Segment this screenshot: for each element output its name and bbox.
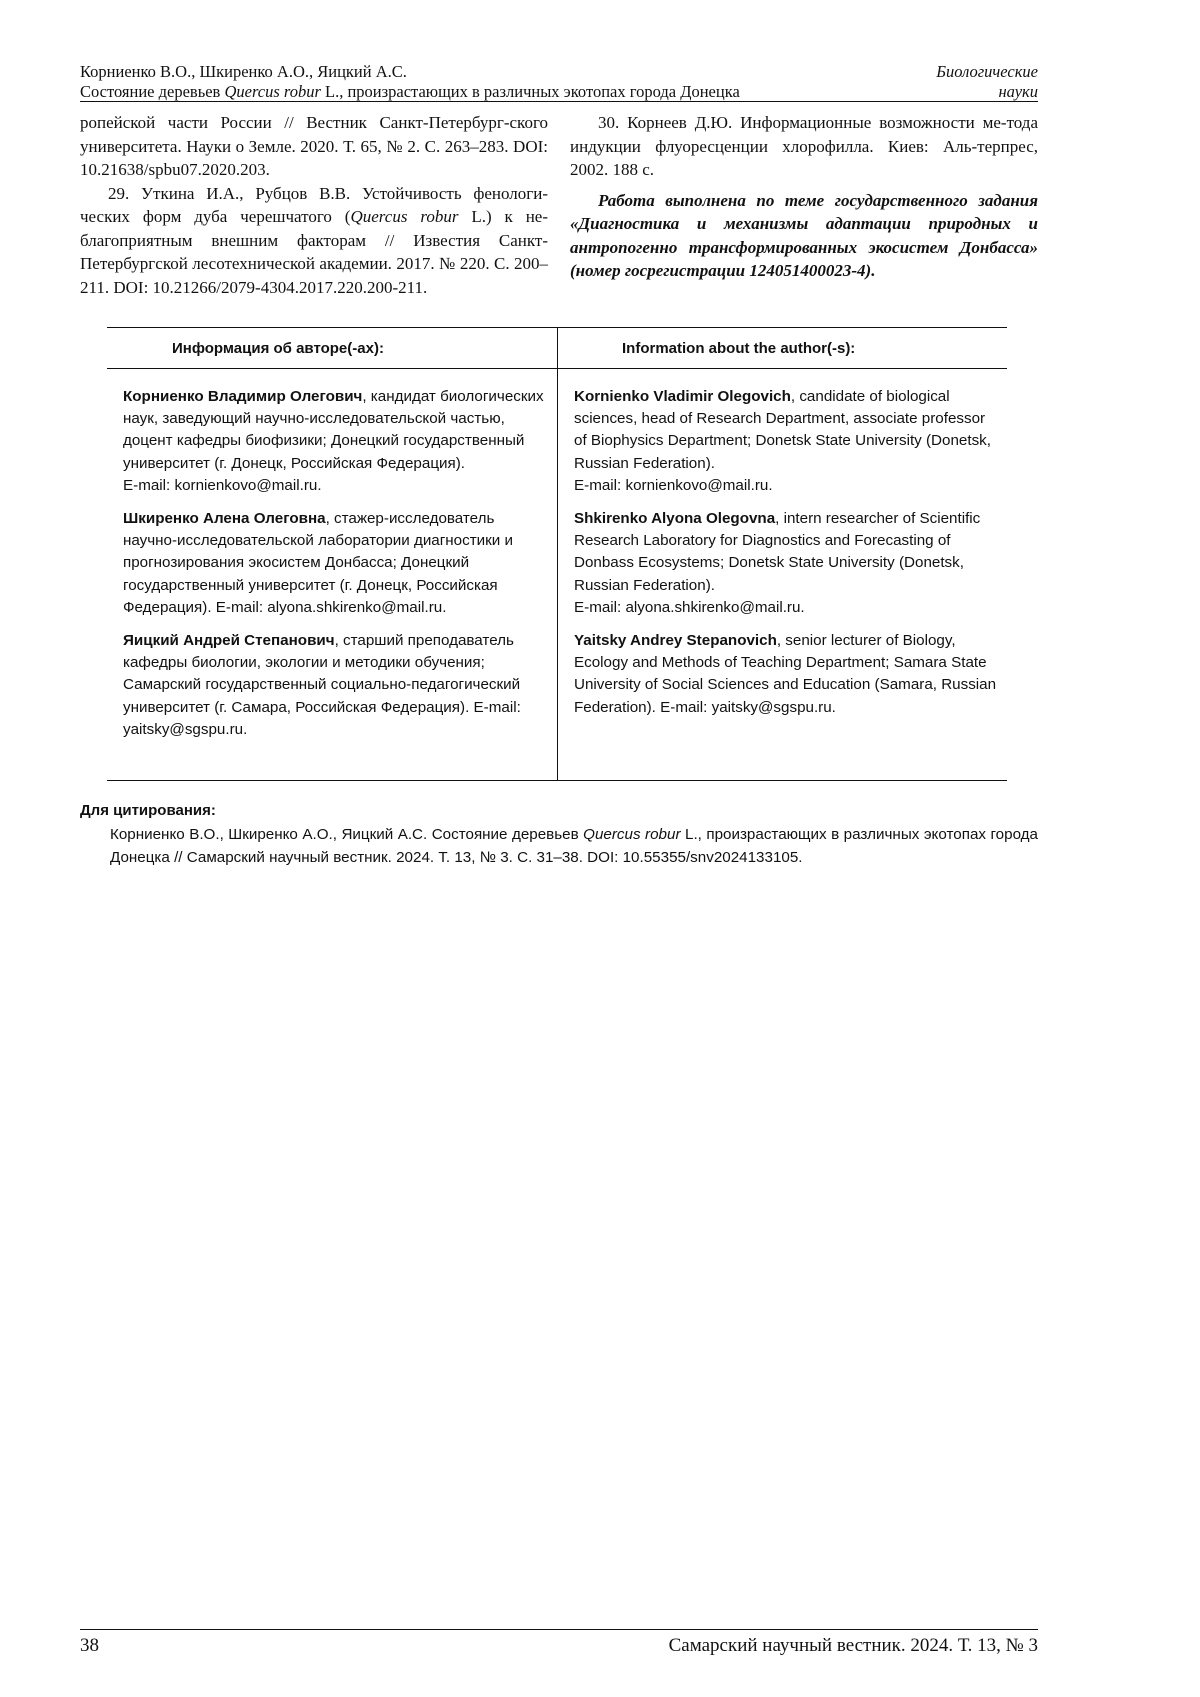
table-header-en: Information about the author(-s): <box>622 340 856 357</box>
authors-info-table <box>107 327 1007 781</box>
header-section-line1: Биологические <box>936 62 1038 81</box>
funding-statement: Работа выполнена по теме государственного задания «Диагностика и механизмы адаптации природных и антропогенно трансформированных экосистем Донбасса» (номер госрегистрации 124051400023-4). <box>570 190 1038 280</box>
journal-issue: Самарский научный вестник. 2024. Т. 13, № 3 <box>668 1635 1038 1656</box>
citation-text: Корниенко В.О., Шкиренко А.О., Яицкий А.С. Состояние деревьев Quercus robur L., произрастающих в различных экотопах города Донецка // Самарский научный вестник. 2024. Т. 13, № 3. С. 31–38. DOI: 10.55355/snv2024133105. <box>110 826 1038 866</box>
authors-column-en <box>574 386 999 730</box>
page-footer <box>80 1634 1038 1658</box>
footer-rule <box>80 1629 1038 1630</box>
author-entry-en: Kornienko Vladimir Olegovich, candidate of biological sciences, head of Research Department, associate professor of Biophysics Department; Donetsk State University (Donetsk, Russian Federation). E-mail: kornienkovo@mail.ru. <box>574 388 991 494</box>
reference-29: 29. Уткина И.А., Рубцов В.В. Устойчивость фенологи-ческих форм дуба черешчатого (Quercus robur L.) к не-благоприятным внешним факторам // Известия Санкт-Петербургской лесотехнической академии. 2017. № 220. С. 200–211. DOI: 10.21266/2079-4304.2017.220.200-211. <box>80 183 549 297</box>
citation-label: Для цитирования: <box>80 802 216 819</box>
table-divider-vertical <box>557 328 558 780</box>
author-entry-en: Yaitsky Andrey Stepanovich, senior lecturer of Biology, Ecology and Methods of Teaching Department; Samara State University of Social Sciences and Education (Samara, Russian Federation). E-mail: yaitsky@sgspu.ru. <box>574 632 997 716</box>
header-authors: Корниенко В.О., Шкиренко А.О., Яицкий А.С. <box>80 62 407 81</box>
author-entry-ru: Корниенко Владимир Олегович, кандидат биологических наук, заведующий научно-исследовательской частью, доцент кафедры биофизики; Донецкий государственный университет (г. Донецк, Российская Федерация). E-mail: kornienkovo@mail.ru. <box>123 388 544 494</box>
author-entry-ru: Шкиренко Алена Олеговна, стажер-исследователь научно-исследовательской лаборатории диагностики и прогнозирования экосистем Донбасса; Донецкий государственный университет (г. Донецк, Российская Федерация). E-mail: alyona.shkirenko@mail.ru. <box>123 510 513 616</box>
header-article-title: Состояние деревьев Quercus robur L., произрастающих в различных экотопах города Донецка <box>80 82 740 101</box>
header-section-line2: науки <box>998 82 1038 101</box>
right-column <box>570 111 1038 283</box>
authors-column-ru <box>123 386 551 752</box>
running-header <box>80 62 1038 102</box>
page-number: 38 <box>80 1635 99 1656</box>
left-column <box>80 111 548 299</box>
reference-30: 30. Корнеев Д.Ю. Информационные возможности ме-тода индукции флуоресценции хлорофилла. Киев: Аль-терпрес, 2002. 188 с. <box>570 113 1038 179</box>
reference-28-continued: ропейской части России // Вестник Санкт-Петербург-ского университета. Науки о Земле. 2020. Т. 65, № 2. С. 263–283. DOI: 10.21638/spbu07.2020.203. <box>80 113 548 179</box>
author-entry-en: Shkirenko Alyona Olegovna, intern researcher of Scientific Research Laboratory for Diagnostics and Forecasting of Donbass Ecosystems; Donetsk State University (Donetsk, Russian Federation). E-mail: alyona.shkirenko@mail.ru. <box>574 510 981 616</box>
table-divider-horizontal <box>107 368 1007 369</box>
header-rule <box>80 101 1038 102</box>
author-entry-ru: Яицкий Андрей Степанович, старший преподаватель кафедры биологии, экологии и методики обучения; Самарский государственный социально-педагогический университет (г. Самара, Российская Федерация). E-mail: yaitsky@sgspu.ru. <box>123 632 521 738</box>
table-header-ru: Информация об авторе(-ах): <box>172 340 384 357</box>
